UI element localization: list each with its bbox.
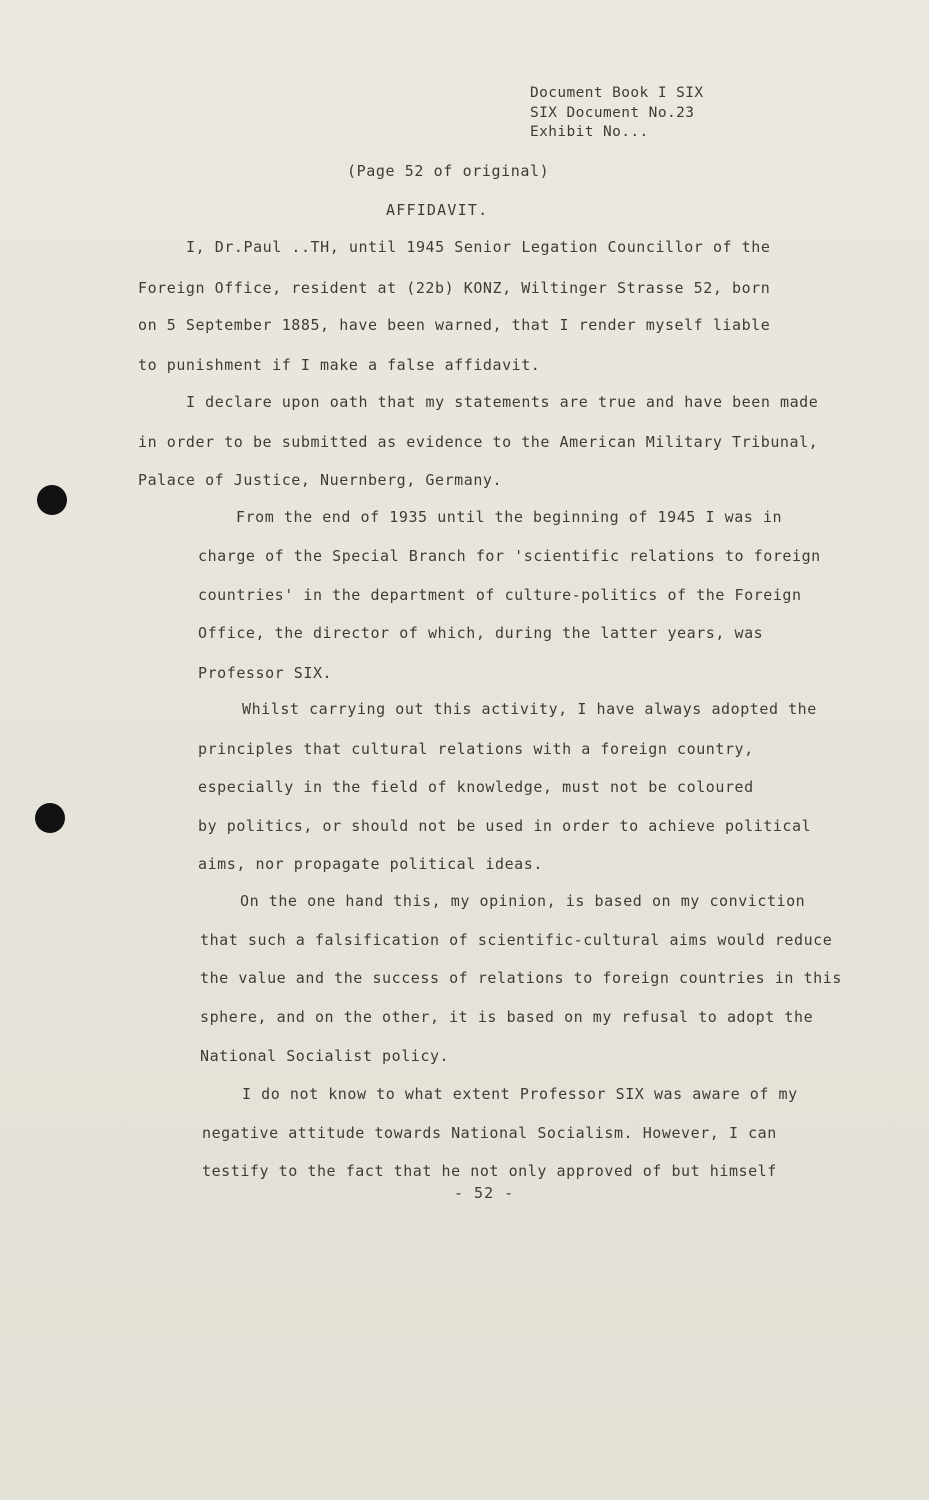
body-line: especially in the field of knowledge, must not be coloured xyxy=(198,778,754,796)
body-line: From the end of 1935 until the beginning of 1945 I was in xyxy=(236,508,783,526)
punch-hole xyxy=(37,485,67,515)
page-reference: (Page 52 of original) xyxy=(347,162,550,180)
body-line: On the one hand this, my opinion, is based on my conviction xyxy=(240,892,806,910)
body-line: Foreign Office, resident at (22b) KONZ, Wiltinger Strasse 52, born xyxy=(138,279,771,297)
body-line: National Socialist policy. xyxy=(200,1047,450,1065)
body-line: principles that cultural relations with a foreign country, xyxy=(198,740,754,758)
punch-hole xyxy=(35,803,65,833)
body-line: the value and the success of relations to foreign countries in this xyxy=(200,969,842,987)
body-line: Palace of Justice, Nuernberg, Germany. xyxy=(138,471,503,489)
document-title: AFFIDAVIT. xyxy=(386,201,489,219)
body-line: that such a falsification of scientific-cultural aims would reduce xyxy=(200,931,833,949)
body-line: Office, the director of which, during the latter years, was xyxy=(198,624,764,642)
body-line: charge of the Special Branch for 'scientific relations to foreign xyxy=(198,547,821,565)
document-book-label: Document Book I SIX xyxy=(530,85,704,101)
body-line: in order to be submitted as evidence to the American Military Tribunal, xyxy=(138,433,819,451)
body-line: Whilst carrying out this activity, I have always adopted the xyxy=(242,700,817,718)
document-number-label: SIX Document No.23 xyxy=(530,104,695,121)
document-reference-block xyxy=(530,84,703,143)
exhibit-label: Exhibit No... xyxy=(530,124,649,140)
body-line: negative attitude towards National Socialism. However, I can xyxy=(202,1124,777,1142)
body-line: to punishment if I make a false affidavit. xyxy=(138,356,541,374)
body-line: I declare upon oath that my statements are true and have been made xyxy=(186,393,819,411)
body-line: I do not know to what extent Professor SIX was aware of my xyxy=(242,1085,798,1103)
body-line: by politics, or should not be used in order to achieve political xyxy=(198,817,812,835)
body-line: aims, nor propagate political ideas. xyxy=(198,855,543,873)
body-line: testify to the fact that he not only approved of but himself xyxy=(202,1162,777,1180)
body-line: I, Dr.Paul ..TH, until 1945 Senior Legation Councillor of the xyxy=(186,238,771,256)
body-line: countries' in the department of culture-politics of the Foreign xyxy=(198,586,802,604)
body-line: sphere, and on the other, it is based on my refusal to adopt the xyxy=(200,1008,814,1026)
body-line: Professor SIX. xyxy=(198,664,333,682)
page-number: - 52 - xyxy=(454,1184,515,1202)
body-line: on 5 September 1885, have been warned, that I render myself liable xyxy=(138,316,771,334)
